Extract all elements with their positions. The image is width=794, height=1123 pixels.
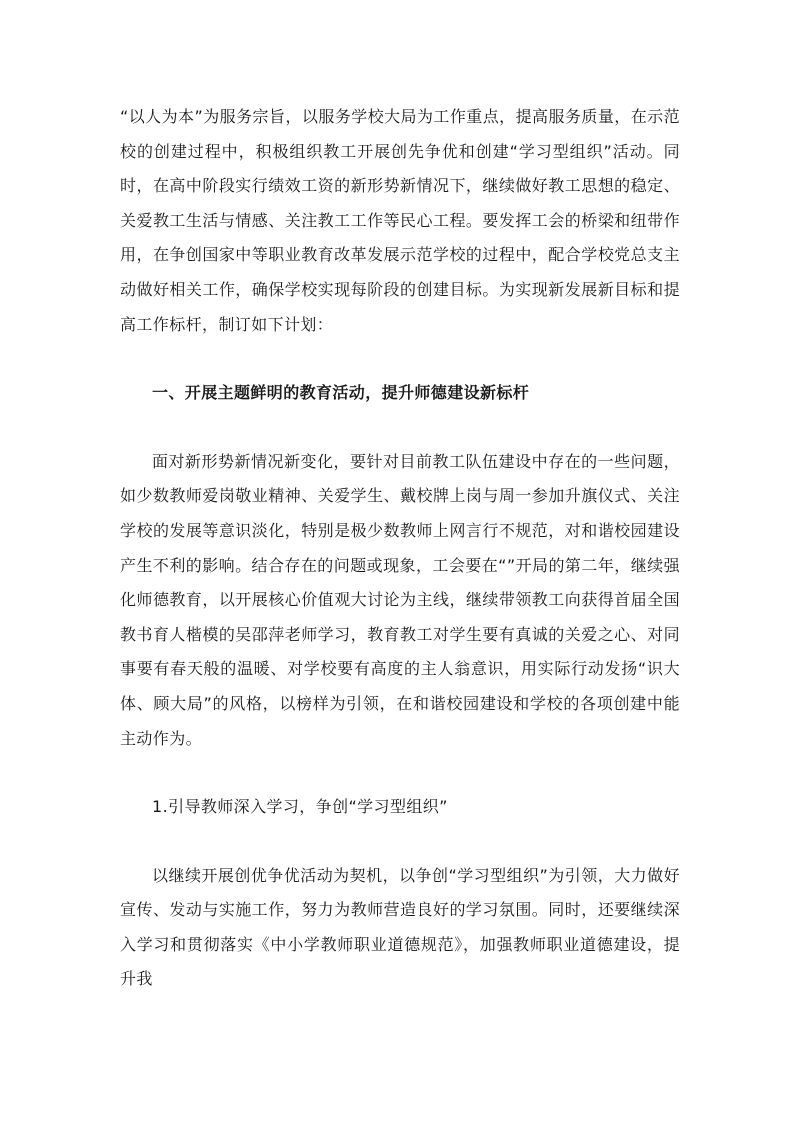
subsection-heading: 1.引导教师深入学习，争创“学习型组织” [152, 797, 448, 817]
section-paragraph: 面对新形势新情况新变化，要针对目前教工队伍建设中存在的一些问题，如少数教师爱岗敬业精神、关爱学生、戴校牌上岗与周一参加升旗仪式、关注学校的发展等意识淡化，特别是极少数教师上网言行不规范，对和谐校园建设产生不利的影响。结合存在的问题或现象，工会要在“”开局的第二年，继续强化师德教育，以开展核心价值观大讨论为主线，继续带领教工向获得首届全国教书育人楷模的吴邵萍老师学习，教育教工对学生要有真诚的关爱之心、对同事要有春天般的温暖、对学校要有高度的主人翁意识，用实际行动发扬“识大体、顾大局”的风格，以榜样为引领，在和谐校园建设和学校的各项创建中能主动作为。 [120, 451, 680, 748]
section-heading: 一、开展主题鲜明的教育活动，提升师德建设新标杆 [152, 383, 530, 403]
document-page [120, 100, 680, 997]
subsection-paragraph: 以继续开展创优争优活动为契机，以争创“学习型组织”为引领，大力做好宣传、发动与实施工作，努力为教师营造良好的学习氛围。同时，还要继续深入学习和贯彻落实《中小学教师职业道德规范》，加强教师职业道德建设，提升我 [120, 865, 680, 989]
intro-paragraph: “以人为本”为服务宗旨，以服务学校大局为工作重点，提高服务质量，在示范校的创建过程中，积极组织教工开展创先争优和创建“学习型组织”活动。同时，在高中阶段实行绩效工资的新形势新情况下，继续做好教工思想的稳定、关爱教工生活与情感、关注教工工作等民心工程。要发挥工会的桥梁和纽带作用，在争创国家中等职业教育改革发展示范学校的过程中，配合学校党总支主动做好相关工作，确保学校实现每阶段的创建目标。为实现新发展新目标和提高工作标杆，制订如下计划： [120, 107, 680, 334]
